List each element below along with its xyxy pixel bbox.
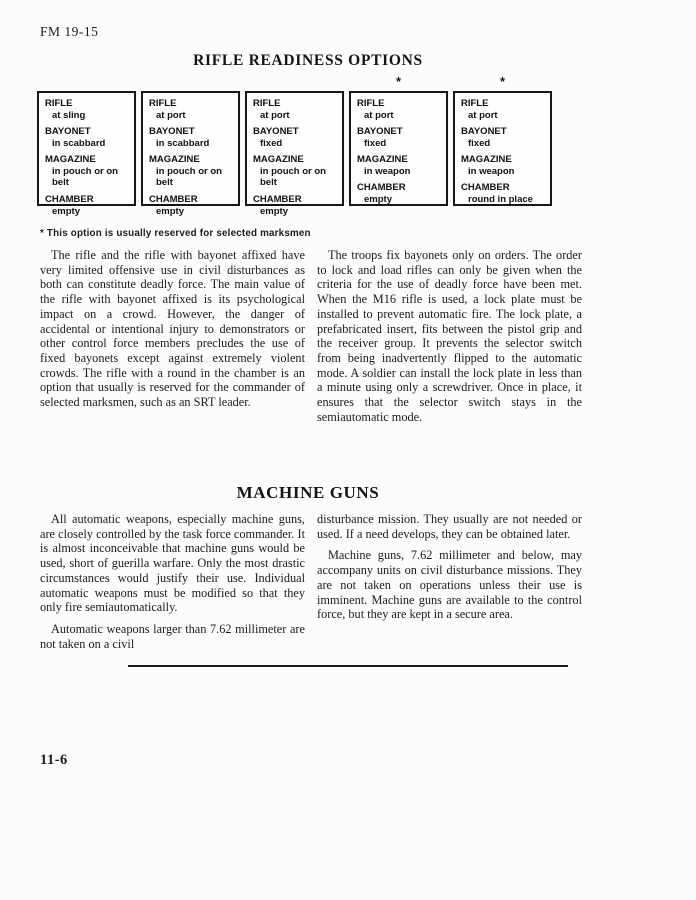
option-group [149, 154, 234, 189]
option-detail: round in place [468, 194, 533, 206]
option-group [461, 182, 546, 205]
option-detail: in pouch or on belt [52, 165, 118, 189]
page-number: 11-6 [40, 752, 68, 768]
option-detail: at port [156, 109, 186, 121]
option-label: RIFLE [149, 98, 177, 109]
option-group [357, 126, 442, 149]
asterisk-marker-3 [245, 75, 344, 91]
readiness-option-box-1 [37, 91, 136, 217]
option-detail: in pouch or on belt [156, 165, 222, 189]
option-label: BAYONET [253, 126, 299, 138]
option-detail: at port [364, 109, 394, 121]
rifle-text-columns [40, 248, 582, 431]
option-detail: empty [260, 205, 288, 217]
option-detail: at sling [52, 109, 86, 121]
option-group [253, 154, 338, 189]
option-group [149, 194, 234, 217]
option-detail: empty [52, 205, 80, 217]
option-label: MAGAZINE [45, 154, 96, 166]
asterisk-marker-2 [141, 75, 240, 91]
paragraph: The troops fix bayonets only on orders. The order to lock and load rifles can only be given when the criteria for the use of deadly force have been met. When the M16 rifle is used, a lock plate must be installed to prevent automatic fire. The lock plate, a prefabricated insert, fits between the pistol grip and the receiver group. It prevents the selector switch from being inadvertently flipped to the automatic mode. A soldier can install the lock plate in less than a minute using only a screwdriver. Once in place, it ensures that the selector switch stays in the semiautomatic mode. [317, 248, 582, 424]
option-label: CHAMBER [253, 194, 302, 206]
option-detail: empty [364, 194, 392, 206]
option-detail: at port [468, 109, 498, 121]
option-detail: in weapon [364, 165, 411, 177]
bottom-rule [128, 665, 568, 667]
option-group [461, 98, 546, 121]
option-group [45, 98, 130, 121]
option-label: MAGAZINE [149, 154, 200, 166]
machine-guns-left-column [40, 512, 305, 658]
option-label: BAYONET [461, 126, 507, 138]
option-group [253, 98, 338, 121]
paragraph: Machine guns, 7.62 millimeter and below, may accompany units on civil disturbance missions. They are not taken on operations unless their use is imminent. Machine guns are available to the control force, but they are kept in a secure area. [317, 548, 582, 622]
option-label: RIFLE [357, 98, 385, 109]
option-detail: fixed [364, 137, 387, 149]
option-label: MAGAZINE [461, 154, 512, 166]
asterisk-marker-1 [37, 75, 136, 91]
machine-guns-right-column [317, 512, 582, 658]
option-group [357, 182, 442, 205]
option-detail: empty [156, 205, 184, 217]
option-label: RIFLE [461, 98, 489, 109]
readiness-option-box-3 [245, 91, 344, 217]
option-detail: in pouch or on belt [260, 165, 326, 189]
option-group [357, 98, 442, 121]
asterisk-row [37, 75, 553, 91]
machine-guns-text-columns [40, 512, 582, 658]
option-label: MAGAZINE [253, 154, 304, 166]
option-label: CHAMBER [149, 194, 198, 206]
asterisk-marker-4: * [395, 74, 402, 89]
rifle-left-column [40, 248, 305, 431]
option-detail: in weapon [468, 165, 515, 177]
readiness-option-box-5 [453, 91, 552, 206]
option-label: CHAMBER [45, 194, 94, 206]
option-detail: in scabbard [156, 137, 210, 149]
option-label: CHAMBER [357, 182, 406, 194]
option-group [45, 154, 130, 189]
option-detail: at port [260, 109, 290, 121]
option-group [149, 126, 234, 149]
rifle-right-column [317, 248, 582, 431]
readiness-option-box-2 [141, 91, 240, 217]
option-label: CHAMBER [461, 182, 510, 194]
section-title-machine-guns: MACHINE GUNS [236, 483, 380, 502]
option-detail: fixed [260, 137, 283, 149]
option-label: RIFLE [253, 98, 281, 109]
option-detail: fixed [468, 137, 491, 149]
readiness-box-row [37, 91, 553, 217]
paragraph: The rifle and the rifle with bayonet affixed have very limited offensive use in civil disturbances as both can constitute deadly force. The main value of the rifle with bayonet affixed is its psychological impact on a crowd. However, the danger of accidental or intentional injury to demonstrators or other control force members precludes the use of fixed bayonets except against extremely violent crowds. The rifle with a round in the chamber is an option that usually is reserved for the commander of selected marksmen, such as an SRT leader. [40, 248, 305, 410]
option-group [461, 126, 546, 149]
footnote: * This option is usually reserved for selected marksmen [40, 228, 311, 239]
option-group [45, 126, 130, 149]
option-group [461, 154, 546, 177]
option-group [45, 194, 130, 217]
manual-number: FM 19-15 [40, 24, 99, 39]
option-label: RIFLE [45, 98, 73, 109]
option-label: MAGAZINE [357, 154, 408, 166]
paragraph: disturbance mission. They usually are not needed or used. If a need develops, they can be obtained later. [317, 512, 582, 541]
option-detail: in scabbard [52, 137, 106, 149]
option-group [253, 194, 338, 217]
readiness-options-chart [37, 74, 553, 217]
option-group [149, 98, 234, 121]
asterisk-marker-5: * [499, 74, 506, 89]
option-group [253, 126, 338, 149]
readiness-option-box-4 [349, 91, 448, 206]
paragraph: All automatic weapons, especially machine guns, are closely controlled by the task force commander. It is almost inconceivable that machine guns would be used, short of guerilla warfare. Only the most drastic circumstances would justify their use. Individual automatic weapons must be modified so that they only fire semiautomatically. [40, 512, 305, 615]
section-title-rifle-readiness: RIFLE READINESS OPTIONS [193, 52, 423, 69]
option-label: BAYONET [357, 126, 403, 138]
option-label: BAYONET [149, 126, 195, 138]
option-group [357, 154, 442, 177]
option-label: BAYONET [45, 126, 91, 138]
paragraph: Automatic weapons larger than 7.62 millimeter are not taken on a civil [40, 621, 305, 651]
